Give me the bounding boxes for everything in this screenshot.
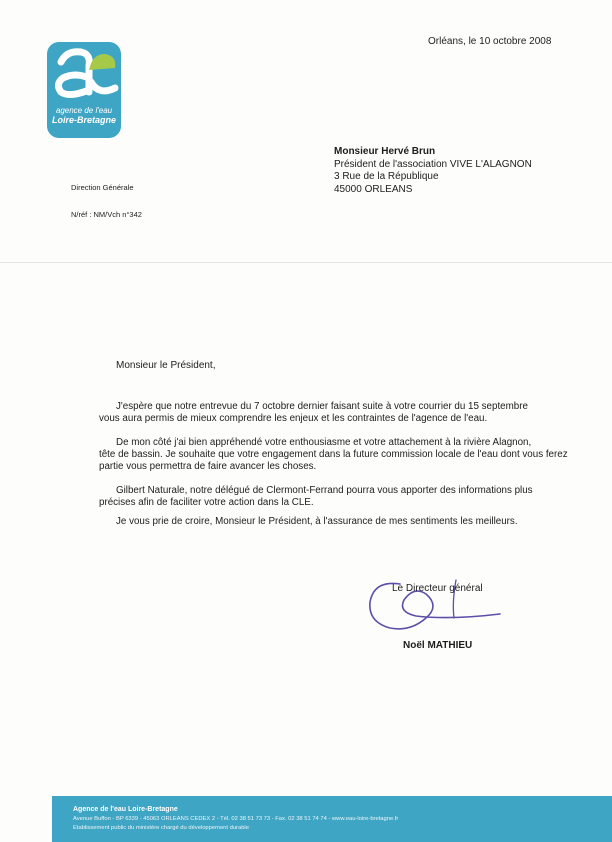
paragraph-2-continued <box>99 449 568 474</box>
footer-address: Avenue Buffon - BP 6339 - 45063 ORLEANS CEDEX 2 - Tél. 02 38 51 73 73 - Fax. 02 38 51 74 74 - www.eau-loire-bretagne.fr <box>73 816 399 822</box>
paragraph-line: J'espère que notre entrevue du 7 octobre dernier faisant suite à votre courrier du 15 septembre <box>116 401 528 412</box>
reference-number: N/réf : NM/Vch n°342 <box>71 210 142 219</box>
paragraph-line: Je vous prie de croire, Monsieur le Président, à l'assurance de mes sentiments les meilleurs. <box>116 516 518 527</box>
paper-fold-line <box>0 262 612 263</box>
paragraph-line: vous aura permis de mieux comprendre les enjeux et les contraintes de l'agence de l'eau. <box>99 413 488 424</box>
recipient-street: 3 Rue de la République <box>334 171 439 182</box>
ae-ligature-icon <box>47 42 121 104</box>
paragraph-1 <box>116 401 528 413</box>
recipient-name: Monsieur Hervé Brun <box>334 146 436 157</box>
paragraph-4 <box>116 516 518 528</box>
paragraph-2 <box>116 437 531 449</box>
paragraph-3-continued <box>99 497 314 509</box>
paragraph-3 <box>116 485 533 497</box>
paragraph-line: tête de bassin. Je souhaite que votre engagement dans la future commission locale de l'eau dont vous ferez <box>99 449 568 460</box>
signatory-name: Noël MATHIEU <box>403 640 473 651</box>
footer-organization: Agence de l'eau Loire-Bretagne <box>73 806 178 813</box>
agency-logo <box>47 42 121 138</box>
recipient-title: Président de l'association VIVE L'ALAGNON <box>334 158 532 170</box>
letter-date: Orléans, le 10 octobre 2008 <box>428 36 552 47</box>
logo-text-line2: Loire-Bretagne <box>51 115 116 125</box>
footer-status: Etablissement public du ministère chargé du développement durable <box>73 825 249 831</box>
paragraph-line: Gilbert Naturale, notre délégué de Clermont-Ferrand pourra vous apporter des informations plus <box>116 485 533 496</box>
paragraph-line: partie vous permettra de faire avancer les choses. <box>99 461 317 473</box>
paragraph-line: précises afin de faciliter votre action dans la CLE. <box>99 497 314 508</box>
salutation: Monsieur le Président, <box>116 360 216 371</box>
recipient-block <box>334 146 532 196</box>
signatory-title: Le Directeur général <box>392 583 483 594</box>
letterhead-footer <box>52 796 612 842</box>
sender-department: Direction Générale <box>71 183 134 192</box>
recipient-city: 45000 ORLEANS <box>334 183 413 195</box>
logo-text-line1: agence de l'eau <box>55 106 113 115</box>
paragraph-line: De mon côté j'ai bien appréhendé votre enthousiasme et votre attachement à la rivière Alagnon, <box>116 437 532 448</box>
paragraph-1-continued <box>99 413 487 425</box>
